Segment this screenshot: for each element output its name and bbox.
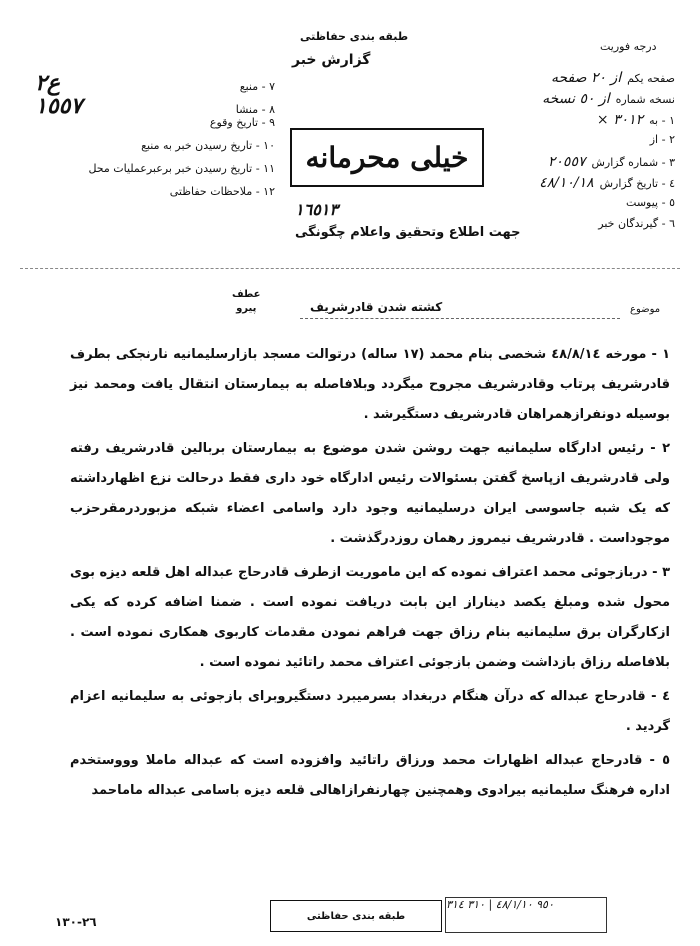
right-fields (470, 70, 675, 238)
attachment-line: پیرو (236, 303, 257, 314)
footer-handwritten-box: ٩٥٠ ٤٨/١/١٠ | ٣١٠ ٣١٤ (445, 897, 607, 933)
paragraph: ٣ - دربازجوئی محمد اعتراف نموده که این ماموریت ازطرف قادرحاج عبداله اهل قلعه دیزه بوی محول شده ومبلغ یکصد دیناراز این بابت دریافت نموده است . ضمنا اضافه کرده که یکی ازکارگران برق سلیمانیه بنام رزاق جهت فراهم نمودن مقدمات کاربوی همکاری نموده است . بلافاصله رزاق بازداشت وضمن بازجوئی اعتراف محمد راتائید نموده است . (70, 565, 670, 670)
field-row (470, 175, 675, 196)
footer-classification-stamp: طبقه بندی حفاظتی (270, 900, 442, 932)
field-value: ٢٠٥٥٧ (547, 154, 586, 170)
field-label: ٧ - منبع (239, 80, 275, 93)
paragraph: ٢ - رئیس ادارگاه سلیمانیه جهت روشن شدن موضوع به بیمارستان بربالین قادرشریف رفته ولی قادرشریف ازپاسخ گفتن بسئوالات رئیس ادارگاه خود داری فقط درحالت نزع اظهارداشته که یک شبه جاسوسی ایران درسلیمانیه وجود دارد واسامی اعضاء شبکه مزبوردرمقرحزب موجوداست . قادرشریف نیمروز رهمان روزدرگذشت . (70, 441, 670, 546)
field-label: ١ - به (649, 114, 675, 127)
field-row (35, 185, 275, 208)
recipients-code: ١٦٥١٣ (295, 200, 338, 219)
field-row (470, 133, 675, 154)
field-label: ٣ - شماره گزارش (591, 156, 675, 169)
field-value: ١٥٥٧ (35, 93, 83, 119)
divider (20, 268, 680, 269)
field-row (35, 116, 275, 139)
field-row (470, 91, 675, 112)
subject-underline (300, 318, 620, 319)
field-row (470, 196, 675, 217)
left-fields (35, 70, 275, 208)
field-value: ٣٠١٢ × (596, 112, 644, 128)
field-label: ٤ - تاریخ گزارش (599, 177, 675, 190)
field-row (35, 162, 275, 185)
priority-label: درجه فوریت (600, 40, 657, 53)
attachment-line: عطف (232, 289, 261, 300)
paragraph: ١ - مورخه ٤٨/٨/١٤ شخصی بنام محمد (١٧ ساله) درتوالت مسجد بازارسلیمانیه نارنجکی بطرف قادرشریف پرتاب وقادرشریف مجروح میگردد وبلافاصله به بیمارستان انتقال یافت ومحمد نیز بوسیله دونفرازهمراهان قادرشریف دستگیرشد . (70, 347, 670, 422)
field-label: صفحه یکم (627, 72, 675, 85)
paragraph: ٥ - قادرحاج عبداله اظهارات محمد ورزاق راتائید وافزوده است که عبداله ماملا وووستخدم اداره فرهنگ سلیمانیه بیرادوی وهمچنین چهارنفرازاهالی قلعه دیزه باسامی عبداله ماماحمد (70, 753, 670, 798)
confidential-stamp: خیلی محرمانه (290, 128, 484, 187)
field-value: ع٢ (35, 70, 60, 96)
recipients-text: جهت اطلاع وتحقیق واعلام چگونگی (295, 225, 521, 240)
subject-label: موضوع (630, 304, 661, 315)
field-row (470, 70, 675, 91)
field-label: ١٢ - ملاحظات حفاظتی (169, 185, 275, 198)
page-code: ٢٦-١٣٠ (55, 915, 97, 929)
field-row (35, 70, 275, 96)
attachment-reference (232, 288, 260, 316)
field-value: ٤٨/١٠/١٨ (539, 175, 594, 191)
subject-text: کشته شدن قادرشریف (310, 300, 443, 314)
field-row (35, 139, 275, 162)
field-label: ١٠ - تاریخ رسیدن خبر به منبع (141, 139, 275, 152)
field-row (470, 112, 675, 133)
field-label: ١١ - تاریخ رسیدن خبر برعبرعملیات محل (88, 162, 275, 175)
field-label: ٩ - تاریخ وقوع (209, 116, 275, 129)
report-title: گزارش خبر (292, 52, 371, 68)
field-label: ٨ - منشا (235, 103, 275, 116)
field-value: از ٥٠ نسخه (542, 91, 610, 107)
paragraph: ٤ - قادرحاج عبداله که درآن هنگام دربغداد بسرمیبرد دستگیروبرای بازجوئی به سلیمانیه اعزام گردید . (70, 689, 670, 734)
classification-header: طبقه بندی حفاظتی (300, 30, 409, 43)
report-body (70, 340, 670, 810)
field-label: ٦ - گیرندگان خبر (598, 217, 675, 230)
field-row (470, 154, 675, 175)
field-label: نسخه شماره (615, 93, 675, 106)
field-label: ٥ - پیوست (626, 196, 675, 209)
field-row (35, 93, 275, 119)
field-value: از ٢٠ صفحه (551, 70, 622, 86)
field-label: ٢ - از (649, 133, 675, 146)
